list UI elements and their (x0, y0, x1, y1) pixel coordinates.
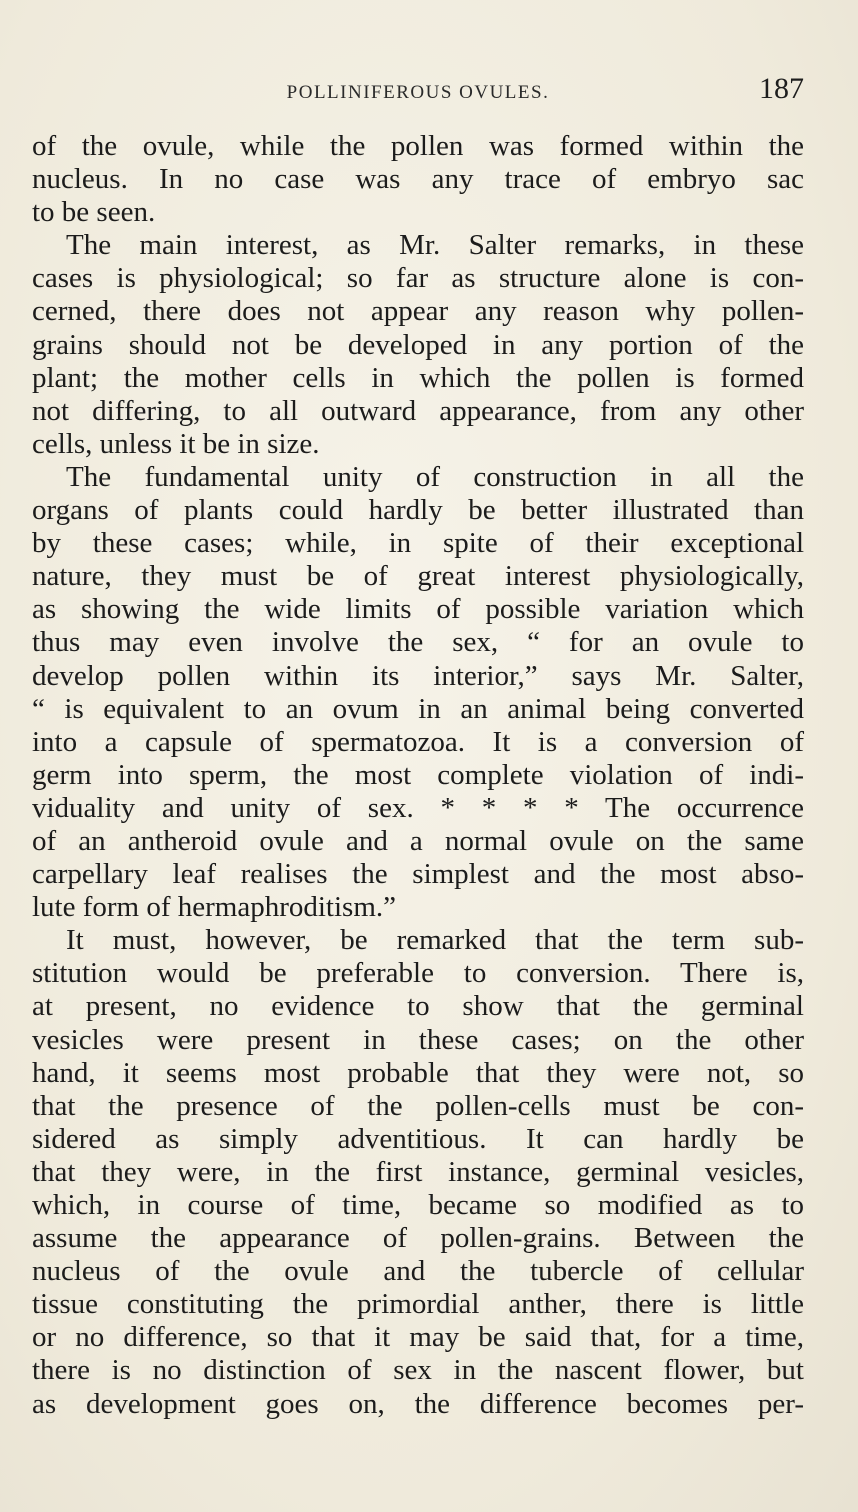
text-line: cases is physiological; so far as structure alone is con- (32, 262, 804, 295)
text-line: viduality and unity of sex. * * * * The occurrence (32, 791, 804, 824)
text-line: cells, unless it be in size. (32, 427, 320, 460)
text-line: into a capsule of spermatozoa. It is a conversion of (32, 725, 804, 758)
text-line: cerned, there does not appear any reason why pollen- (32, 295, 804, 328)
text-line: plant; the mother cells in which the pollen is formed (32, 361, 804, 394)
text-line: The fundamental unity of construction in all the (66, 460, 804, 493)
text-line: The main interest, as Mr. Salter remarks, in these (66, 229, 804, 262)
text-line: assume the appearance of pollen-grains. Between the (32, 1222, 804, 1255)
running-head: POLLINIFEROUS OVULES. (286, 82, 550, 103)
text-line: hand, it seems most probable that they were not, so (32, 1056, 804, 1089)
page-number: 187 (759, 72, 804, 105)
text-line: that the presence of the pollen-cells must be con- (32, 1089, 804, 1122)
text-line: nucleus of the ovule and the tubercle of cellular (32, 1255, 804, 1288)
text-line: which, in course of time, became so modified as to (32, 1189, 804, 1221)
text-line: nucleus. In no case was any trace of embryo sac (32, 163, 804, 196)
text-line: not differing, to all outward appearance, from any other (32, 394, 804, 427)
text-line: or no difference, so that it may be said that, for a time, (32, 1321, 804, 1354)
text-line: as showing the wide limits of possible variation which (32, 593, 804, 626)
text-line: nature, they must be of great interest physiologically, (32, 560, 804, 593)
text-line: carpellary leaf realises the simplest and the most abso- (32, 858, 804, 891)
text-line: thus may even involve the sex, “ for an ovule to (32, 626, 804, 659)
text-line: at present, no evidence to show that the germinal (32, 990, 804, 1023)
body-text (32, 130, 804, 1421)
text-line: by these cases; while, in spite of their exceptional (32, 527, 804, 560)
text-line: vesicles were present in these cases; on the other (32, 1023, 804, 1056)
text-line: of an antheroid ovule and a normal ovule on the same (32, 824, 804, 857)
text-line: of the ovule, while the pollen was formed within the (32, 130, 804, 162)
text-line: to be seen. (32, 196, 156, 229)
text-line: as development goes on, the difference becomes per- (32, 1387, 804, 1420)
text-line: grains should not be developed in any portion of the (32, 328, 804, 361)
text-line: sidered as simply adventitious. It can hardly be (32, 1122, 804, 1155)
text-line: there is no distinction of sex in the nascent flower, but (32, 1354, 804, 1387)
text-line: that they were, in the first instance, germinal vesicles, (32, 1155, 804, 1188)
text-line: germ into sperm, the most complete violation of indi- (32, 758, 804, 791)
text-line: tissue constituting the primordial anther, there is little (32, 1288, 804, 1321)
text-line: It must, however, be remarked that the term sub- (66, 924, 804, 957)
text-line: develop pollen within its interior,” says Mr. Salter, (32, 659, 804, 692)
page-header (32, 72, 804, 112)
text-line: lute form of hermaphroditism.” (32, 891, 397, 924)
text-line: stitution would be preferable to conversion. There is, (32, 957, 804, 990)
text-line: “ is equivalent to an ovum in an animal being converted (32, 692, 804, 725)
text-line: organs of plants could hardly be better illustrated than (32, 494, 804, 527)
